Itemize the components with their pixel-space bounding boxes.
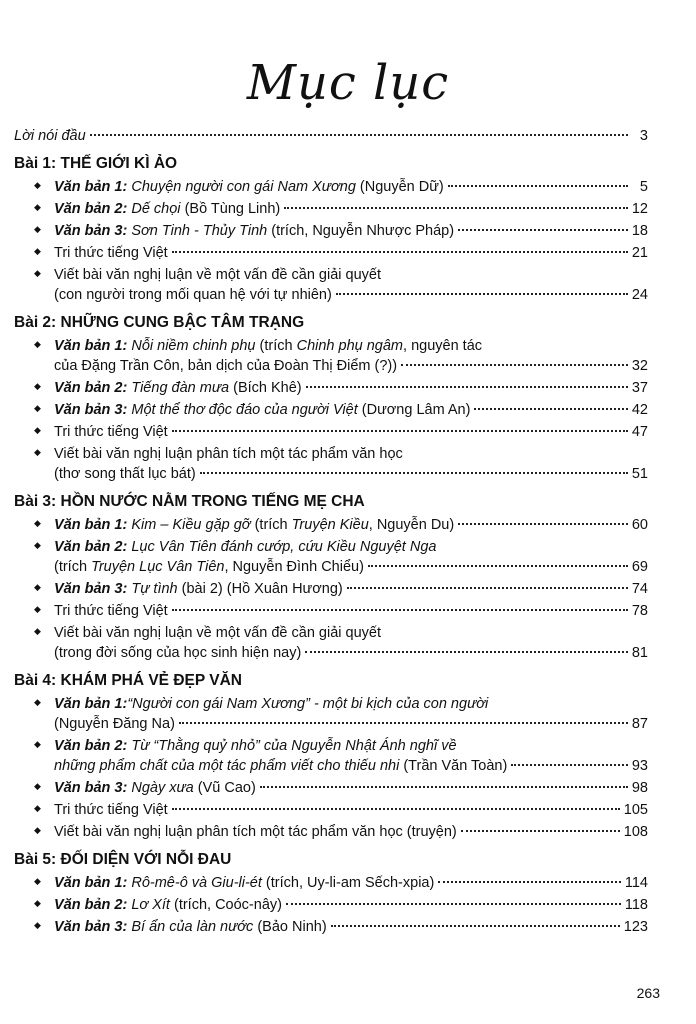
page-number: 263 <box>636 985 660 1001</box>
toc-preface[interactable] <box>14 128 648 148</box>
toc-entry-continued[interactable]: của Đặng Trần Côn, bản dịch của Đoàn Thị Điểm (?)) 32 <box>54 358 648 374</box>
bullet-icon: ◆ <box>34 825 41 835</box>
toc-entry-continued[interactable]: (con người trong mối quan hệ với tự nhiên) 24 <box>54 287 648 303</box>
bullet-icon: ◆ <box>34 540 41 550</box>
toc-entry[interactable]: ◆ Văn bản 3: Sơn Tinh - Thủy Tinh (trích, Nguyễn Nhược Pháp) 18 <box>34 223 648 239</box>
section-heading: Bài 1: THẾ GIỚI KÌ ẢO <box>14 155 178 172</box>
page-ref: 47 <box>631 424 648 440</box>
toc-entry[interactable]: ◆ Văn bản 2: Tiếng đàn mưa (Bích Khê) 37 <box>34 380 648 396</box>
bullet-icon: ◆ <box>34 898 41 908</box>
bullet-icon: ◆ <box>34 920 41 930</box>
bullet-icon: ◆ <box>34 697 41 707</box>
bullet-icon: ◆ <box>34 447 41 457</box>
toc-entry-continued[interactable]: (trích Truyện Lục Vân Tiên , Nguyễn Đình Chiểu) 69 <box>54 559 648 575</box>
page-ref: 12 <box>631 201 648 217</box>
page-ref: 51 <box>631 466 648 482</box>
toc-entry[interactable]: ◆ Viết bài văn nghị luận phân tích một tác phẩm văn học <box>34 446 403 462</box>
toc-entry[interactable]: ◆ Văn bản 1: Nỗi niềm chinh phụ (trích Chinh phụ ngâm , nguyên tác <box>34 338 483 354</box>
page-ref: 108 <box>623 824 648 840</box>
page-ref: 21 <box>631 245 648 261</box>
page-ref: 3 <box>639 128 648 144</box>
bullet-icon: ◆ <box>34 781 41 791</box>
toc-entry[interactable]: ◆ Tri thức tiếng Việt 105 <box>34 802 648 818</box>
page-ref: 114 <box>624 875 648 891</box>
bullet-icon: ◆ <box>34 739 41 749</box>
toc-entry[interactable]: ◆ Viết bài văn nghị luận về một vấn đề cần giải quyết <box>34 625 382 641</box>
bullet-icon: ◆ <box>34 626 41 636</box>
bullet-icon: ◆ <box>34 425 41 435</box>
section-heading: Bài 4: KHÁM PHÁ VẺ ĐẸP VĂN <box>14 672 242 689</box>
toc-entry[interactable]: ◆ Viết bài văn nghị luận phân tích một tác phẩm văn học (truyện) 108 <box>34 824 648 840</box>
toc-entry[interactable]: ◆ Văn bản 1: Kim – Kiều gặp gỡ (trích Truyện Kiều , Nguyễn Du) 60 <box>34 517 648 533</box>
bullet-icon: ◆ <box>34 518 41 528</box>
page-ref: 81 <box>631 645 648 661</box>
page-ref: 105 <box>623 802 648 818</box>
bullet-icon: ◆ <box>34 803 41 813</box>
page-ref: 42 <box>631 402 648 418</box>
page-ref: 32 <box>631 358 648 374</box>
page-ref: 118 <box>624 897 648 913</box>
toc-entry[interactable]: ◆ Tri thức tiếng Việt 21 <box>34 245 648 261</box>
page-ref: 18 <box>631 223 648 239</box>
page-ref: 78 <box>631 603 648 619</box>
page-ref: 87 <box>631 716 648 732</box>
preface-label: Lời nói đầu <box>14 128 86 144</box>
toc-entry[interactable]: ◆ Tri thức tiếng Việt 78 <box>34 603 648 619</box>
toc-entry[interactable]: ◆ Văn bản 2: Lục Vân Tiên đánh cướp, cứu Kiều Nguyệt Nga <box>34 539 437 555</box>
bullet-icon: ◆ <box>34 876 41 886</box>
toc-entry[interactable]: ◆ Văn bản 3: Ngày xưa (Vũ Cao) 98 <box>34 780 648 796</box>
bullet-icon: ◆ <box>34 224 41 234</box>
toc-entry[interactable]: ◆ Văn bản 1: Rô-mê-ô và Giu-li-ét (trích, Uy-li-am Sếch-xpia) 114 <box>34 875 648 891</box>
bullet-icon: ◆ <box>34 180 41 190</box>
page-ref: 5 <box>639 179 648 195</box>
toc-entry[interactable]: ◆ Văn bản 3: Một thể thơ độc đáo của người Việt (Dương Lâm An) 42 <box>34 402 648 418</box>
toc-entry[interactable]: ◆ Văn bản 2: Dế chọi (Bồ Tùng Linh) 12 <box>34 201 648 217</box>
page-ref: 69 <box>631 559 648 575</box>
page-ref: 93 <box>631 758 648 774</box>
page-ref: 24 <box>631 287 648 303</box>
section-heading: Bài 3: HỒN NƯỚC NẰM TRONG TIẾNG MẸ CHA <box>14 493 365 510</box>
page-ref: 74 <box>631 581 648 597</box>
bullet-icon: ◆ <box>34 403 41 413</box>
bullet-icon: ◆ <box>34 339 41 349</box>
page-ref: 123 <box>623 919 648 935</box>
bullet-icon: ◆ <box>34 246 41 256</box>
page-title: Mục lục <box>246 55 450 111</box>
toc-entry-continued[interactable]: (Nguyễn Đăng Na) 87 <box>54 716 648 732</box>
section-heading: Bài 2: NHỮNG CUNG BẬC TÂM TRẠNG <box>14 314 305 331</box>
bullet-icon: ◆ <box>34 582 41 592</box>
page-ref: 60 <box>631 517 648 533</box>
toc-entry[interactable]: ◆ Văn bản 2: Lơ Xít (trích, Coóc-nây) 118 <box>34 897 648 913</box>
toc-entry[interactable]: ◆ Văn bản 2: Từ “Thằng quỷ nhỏ” của Nguyễn Nhật Ánh nghĩ về <box>34 738 457 754</box>
toc-entry-continued[interactable]: những phẩm chất của một tác phẩm viết cho thiếu nhi (Trần Văn Toàn) 93 <box>54 758 648 774</box>
section-heading: Bài 5: ĐỐI DIỆN VỚI NỖI ĐAU <box>14 851 232 868</box>
bullet-icon: ◆ <box>34 604 41 614</box>
toc-entry[interactable]: ◆ Viết bài văn nghị luận về một vấn đề cần giải quyết <box>34 267 382 283</box>
toc-entry[interactable]: ◆ Văn bản 1: Chuyện người con gái Nam Xương (Nguyễn Dữ) 5 <box>34 179 648 195</box>
page-ref: 37 <box>631 380 648 396</box>
table-of-contents <box>14 128 648 941</box>
toc-entry-continued[interactable]: (trong đời sống của học sinh hiện nay) 81 <box>54 645 648 661</box>
bullet-icon: ◆ <box>34 268 41 278</box>
bullet-icon: ◆ <box>34 202 41 212</box>
toc-entry[interactable]: ◆ Tri thức tiếng Việt 47 <box>34 424 648 440</box>
page-ref: 98 <box>631 780 648 796</box>
toc-entry-continued[interactable]: (thơ song thất lục bát) 51 <box>54 466 648 482</box>
toc-entry[interactable]: ◆ Văn bản 1: “Người con gái Nam Xương” - một bi kịch của con người <box>34 696 489 712</box>
toc-entry[interactable]: ◆ Văn bản 3: Bí ẩn của làn nước (Bảo Ninh) 123 <box>34 919 648 935</box>
bullet-icon: ◆ <box>34 381 41 391</box>
toc-entry[interactable]: ◆ Văn bản 3: Tự tình (bài 2) (Hồ Xuân Hương) 74 <box>34 581 648 597</box>
